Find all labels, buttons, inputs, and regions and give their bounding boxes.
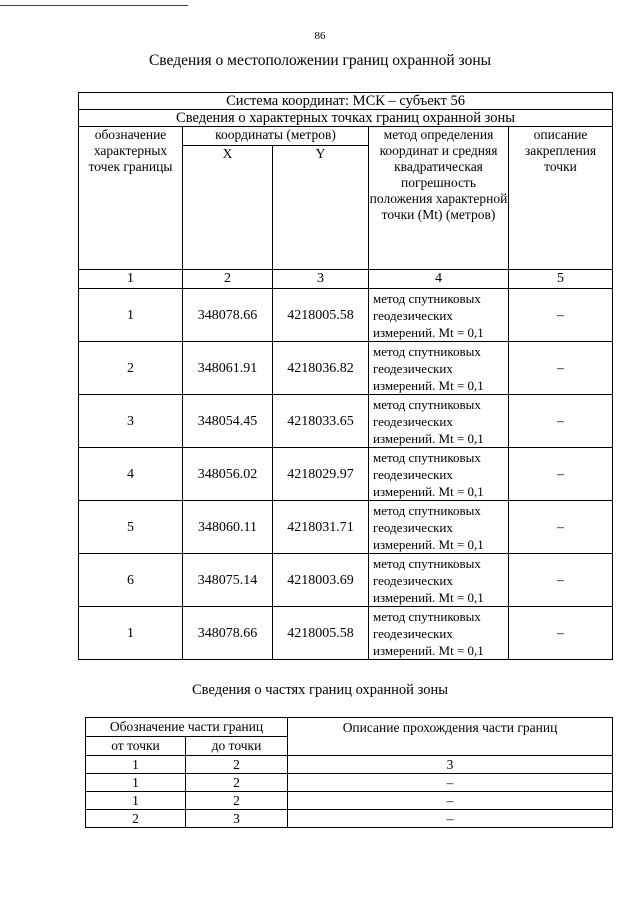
header-part-designation: Обозначение части границ: [86, 718, 288, 737]
to-point-cell: 2: [186, 792, 288, 810]
description-cell: –: [509, 289, 613, 342]
header-y: Y: [273, 146, 369, 270]
method-cell: метод спутниковых геодезических измерений. Mt = 0,1: [369, 289, 509, 342]
table-row: [79, 554, 613, 607]
from-point-cell: 1: [86, 792, 186, 810]
header-x: X: [183, 146, 273, 270]
table-row: [79, 395, 613, 448]
description-cell: –: [509, 554, 613, 607]
to-point-cell: 2: [186, 774, 288, 792]
part-description-cell: –: [288, 792, 613, 810]
from-point-cell: 1: [86, 774, 186, 792]
coordinate-system-caption: Система координат: МСК – субъект 56: [79, 93, 613, 110]
column-number: 2: [183, 270, 273, 289]
description-cell: –: [509, 342, 613, 395]
table-row: [86, 774, 613, 792]
x-coordinate: 348060.11: [183, 501, 273, 554]
to-point-cell: 3: [186, 810, 288, 828]
from-point-cell: 1: [86, 756, 186, 774]
description-cell: –: [509, 501, 613, 554]
header-coordinates: координаты (метров): [183, 127, 369, 146]
method-cell: метод спутниковых геодезических измерений. Mt = 0,1: [369, 554, 509, 607]
column-number: 5: [509, 270, 613, 289]
y-coordinate: 4218005.58: [273, 289, 369, 342]
header-to-point: до точки: [186, 737, 288, 756]
y-coordinate: 4218031.71: [273, 501, 369, 554]
point-number: 5: [79, 501, 183, 554]
points-caption: Сведения о характерных точках границ охранной зоны: [79, 110, 613, 127]
header-method: метод определения координат и средняя квадратическая погрешность положения характерной точки (Mt) (метров): [369, 127, 509, 270]
method-cell: метод спутниковых геодезических измерений. Mt = 0,1: [369, 395, 509, 448]
x-coordinate: 348061.91: [183, 342, 273, 395]
x-coordinate: 348075.14: [183, 554, 273, 607]
page-number: 86: [314, 30, 326, 42]
part-description-cell: 3: [288, 756, 613, 774]
points-table: [78, 92, 613, 660]
table-row: [86, 792, 613, 810]
point-number: 1: [79, 607, 183, 660]
method-cell: метод спутниковых геодезических измерений. Mt = 0,1: [369, 607, 509, 660]
parts-table: [85, 717, 613, 828]
description-cell: –: [509, 395, 613, 448]
method-cell: метод спутниковых геодезических измерений. Mt = 0,1: [369, 448, 509, 501]
description-cell: –: [509, 448, 613, 501]
header-from-point: от точки: [86, 737, 186, 756]
from-point-cell: 2: [86, 810, 186, 828]
column-number: 4: [369, 270, 509, 289]
table-row: [79, 289, 613, 342]
point-number: 3: [79, 395, 183, 448]
method-cell: метод спутниковых геодезических измерений. Mt = 0,1: [369, 342, 509, 395]
table-row: [79, 501, 613, 554]
to-point-cell: 2: [186, 756, 288, 774]
section-title-parts: Сведения о частях границ охранной зоны: [192, 682, 448, 698]
table-row: [79, 342, 613, 395]
header-description: описание закрепления точки: [509, 127, 613, 270]
y-coordinate: 4218005.58: [273, 607, 369, 660]
y-coordinate: 4218033.65: [273, 395, 369, 448]
table-row: [86, 756, 613, 774]
description-cell: –: [509, 607, 613, 660]
method-cell: метод спутниковых геодезических измерений. Mt = 0,1: [369, 501, 509, 554]
part-description-cell: –: [288, 774, 613, 792]
header-part-description: Описание прохождения части границ: [288, 718, 613, 756]
table-row: [86, 810, 613, 828]
column-number: 3: [273, 270, 369, 289]
y-coordinate: 4218029.97: [273, 448, 369, 501]
point-number: 2: [79, 342, 183, 395]
footnote-separator-line: [0, 5, 188, 6]
x-coordinate: 348054.45: [183, 395, 273, 448]
y-coordinate: 4218003.69: [273, 554, 369, 607]
x-coordinate: 348056.02: [183, 448, 273, 501]
part-description-cell: –: [288, 810, 613, 828]
point-number: 4: [79, 448, 183, 501]
table-row: [79, 607, 613, 660]
table-row: [79, 448, 613, 501]
point-number: 6: [79, 554, 183, 607]
column-number: 1: [79, 270, 183, 289]
header-designation: обозначение характерных точек границы: [79, 127, 183, 270]
x-coordinate: 348078.66: [183, 289, 273, 342]
x-coordinate: 348078.66: [183, 607, 273, 660]
section-title-boundaries: Сведения о местоположении границ охранной зоны: [148, 52, 492, 69]
y-coordinate: 4218036.82: [273, 342, 369, 395]
point-number: 1: [79, 289, 183, 342]
